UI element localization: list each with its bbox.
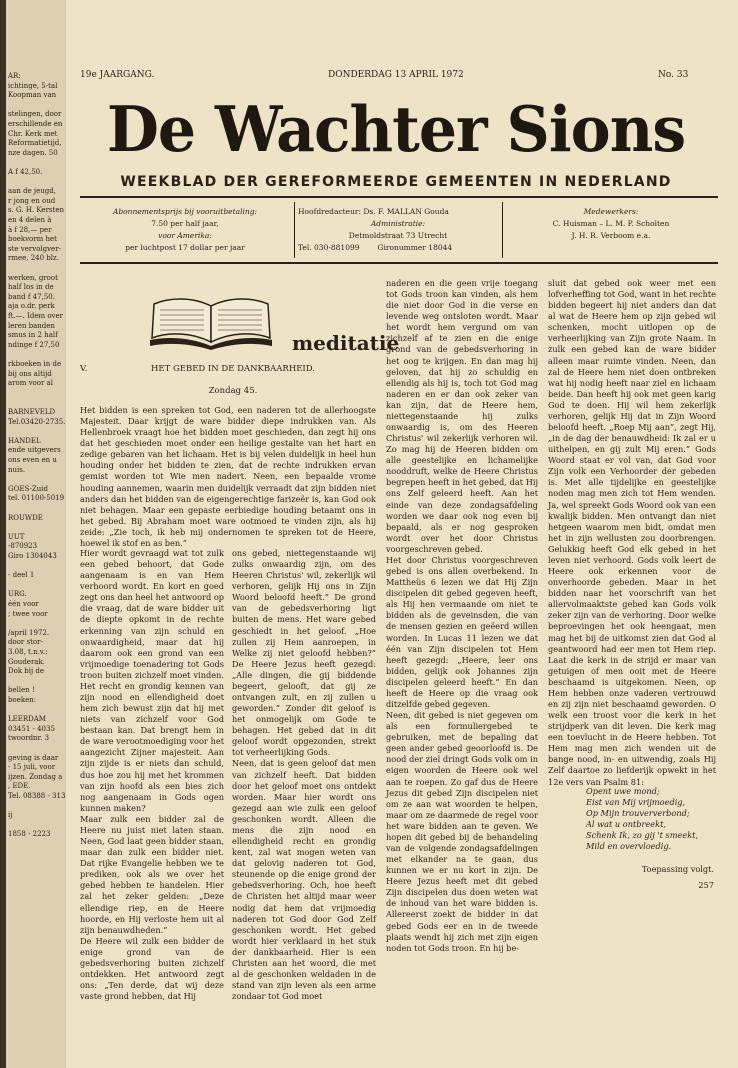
gutter-line: 03451 - 4035 bbox=[8, 724, 55, 733]
gutter-line: r jong en oud bbox=[8, 196, 56, 205]
gutter-line: BARNEVELD bbox=[8, 408, 56, 416]
gutter-line: geving is daar bbox=[8, 753, 59, 762]
gutter-line: Dok bij de bbox=[8, 667, 45, 676]
gutter-line: één voor bbox=[8, 600, 39, 608]
gutter-line: AR: bbox=[8, 72, 21, 80]
editor-box bbox=[298, 206, 498, 256]
gutter-line: - deel 1 bbox=[8, 571, 35, 580]
psalm-line: Eist van Mij vrijmoedig, bbox=[586, 797, 686, 808]
gutter-line: door stor- bbox=[8, 638, 43, 647]
subscription-box bbox=[82, 206, 288, 256]
gutter-line: Tel.03420-2735. bbox=[8, 417, 66, 426]
psalm-line: Al wat u ontbreekt, bbox=[586, 819, 666, 830]
contributors-label: Medewerkers: bbox=[583, 207, 639, 216]
gutter-line: s. G. H. Kersten bbox=[8, 206, 64, 215]
gutter-line: ichtinge, 5-tal bbox=[8, 81, 58, 90]
article-heading: HET GEBED IN DE DANKBAARHEID. bbox=[150, 364, 316, 374]
gutter-line: LEERDAM bbox=[8, 715, 46, 724]
gutter-line: à f 28,— per bbox=[8, 225, 52, 234]
gutter-line: 1858 - 2223 bbox=[8, 830, 51, 839]
contributors-2: J. H. R. Verboom e.a. bbox=[571, 231, 651, 240]
masthead-subtitle: WEEKBLAD DER GEREFORMEERDE GEMEENTEN IN NEDERLAND bbox=[120, 174, 672, 190]
volume-label: 19e JAARGANG. bbox=[80, 70, 155, 80]
bottom-rule bbox=[80, 262, 718, 264]
gutter-line: ij bbox=[8, 811, 13, 820]
column-3-text: naderen en die geen vrije toegang tot Gods troon kan vinden, als hem die niet door God in die verse en levende weg ontsloten wordt. Maar het wordt hem vergund om van zichzelf af te zien en die enige grond van de gebedsverhoring in het oog te krijgen. En dan mag hij geloven, dat hij zo schuldig en ellendig als hij is, toch tot God mag naderen en er dan ook zeker van kan zijn, dat de Heere hem, niettegenstaande hij zulks onwaardig is, om des Heeren Christus' wil zekerlijk verhoren wil. Zo mag hij de Heeren bidden om alle geestelijke en lichamelijke nooddruft, welke de Heere Christus begrepen heeft in het gebed, dat Hij ons Zelf geleerd heeft. Aan het einde van deze zondagsafdeling worden we daar ook nog even bij bepaald, als er nog gesproken wordt over het door Christus voorgeschreven gebed. Het door Christus voorgeschreven gebed is ons allen overbekend. In Mattheüs 6 lezen we dat Hij Zijn discipelen dit gebed gegeven heeft, als Hij hen vermaande om niet te bidden als de geveinsden, die van de mensen gezien en geëerd willen worden. In Lucas 11 lezen we dat één van Zijn discipelen tot Hem heeft gezegd: „Heere, leer ons bidden, gelijk ook Johannes zijn discipelen geleerd heeft.” En dan heeft de Heere op die vraag ook ditzelfde gebed gegeven. Neen, dit gebed is niet gegeven om als een formuliergebed te gebruiken, met de bepaling dat geen ander gebed geoorloofd is. De nood der ziel dringt Gods volk om in eigen woorden de Heere ook wel aan te roepen. Zo gaf dus de Heere Jezus dit gebed Zijn discipelen niet om ze aan wat woorden te helpen, maar om ze daarmede de regel voor het ware bidden aan te geven. We hopen dit gebed bij de behandeling van de volgende zondagsafdelingen met elkander na te gaan, dus kunnen we er nu kort in zijn. De Heere Jezus heeft met dit gebed Zijn discipelen dus doen weten wat de inhoud van het ware bidden is. Allereerst zoekt de bidder in dat gebed Gods eer en in de tweede plaats wendt hij zich met zijn eigen noden tot Gods troon. En hij be- bbox=[386, 278, 538, 953]
issue-date: DONDERDAG 13 APRIL 1972 bbox=[328, 70, 464, 80]
gutter-line: bij ons altijd bbox=[8, 369, 52, 378]
subscription-label: Abonnementsprijs bij vooruitbetaling: bbox=[112, 207, 258, 216]
page-number: 257 bbox=[698, 880, 714, 890]
column-1-text: Hier wordt gevraagd wat tot zulk een gebed behoort, dat Gode aangenaam is en van Hem verhoord wordt. En kort en goed zegt ons dan heel het antwoord op die vraag, dat de ware bidder uit de diepte opkomt in de rechte erkenning van zijn schuld en onwaardigheid, maar dat hij daarom ook een grond van een vrijmoedige toenadering tot Gods troon buiten zichzelf moet vinden. Het recht en grondig kennen van zijn nood en ellendigheid doet hem zich bewust zijn dat hij met niets van zichzelf voor God bestaan kan. Dat brengt hem in de ware verootmoediging voor het aangezicht Zijner majesteit. Aan zijn zijde is er niets dan schuld, dus hoe zou hij met het krommen van zijn hoofd als een bies zich nog aangenaam in Gods ogen kunnen maken? Maar zulk een bidder zal de Heere nu juist niet laten staan. Neen, God laat geen bidder staan, maar dan zulk een bidder niet. Dat rijke Evangelie hebben we te prediken, ook als we over het gebed hebben te handelen. Hier zal het zeker gelden: „Deze ellendige riep, en de Heere hoorde, en Hij verloste hem uit al zijn benauwdheden.” De Heere wil zulk een bidder de enige grond van de gebedsverhoring buiten zichzelf ontdekken. Het antwoord zegt ons: „Ten derde, dat wij deze vaste grond hebben, dat Hij bbox=[80, 548, 224, 1002]
gutter-line: boeken: bbox=[8, 696, 37, 704]
gutter-line: /april 1972. bbox=[8, 628, 50, 637]
gutter-line: GOES-Zuid bbox=[8, 484, 48, 493]
info-divider-1 bbox=[294, 202, 295, 258]
contributors-box bbox=[506, 206, 716, 256]
newspaper-page bbox=[66, 0, 738, 1068]
phone: Tel. 030-881099 bbox=[298, 243, 360, 252]
giro: Gironummer 18044 bbox=[377, 243, 453, 252]
gutter-line: twoordnr. 3 bbox=[8, 734, 50, 743]
gutter-line: boekvorm het bbox=[8, 235, 57, 244]
gutter-line: bellen ! bbox=[8, 686, 35, 695]
gutter-line: 3.08, t.n.v.: bbox=[8, 648, 48, 656]
gutter-line: nze dagen. 50 bbox=[8, 148, 58, 157]
article-numeral: V. bbox=[80, 364, 88, 374]
column-2-text: ons gebed, niettegenstaande wij zulks onwaardig zijn, om des Heeren Christus' wil, zekerlijk wil verhoren, gelijk Hij ons in Zijn Woord beloofd heeft.” De grond van de gebedsverhoring ligt buiten de mens. Het ware gebed geschiedt in het geloof. „Hoe zullen zij Hem aanroepen, in Welke zij niet geloofd hebben?” De Heere Jezus heeft gezegd: „Alle dingen, die gij biddende begeert, gelooft, dat gij ze ontvangen zult, en zij zullen u geworden.” Zonder dit geloof is het onmogelijk om Gode te behagen. Het gebed dat in dit geloof wordt opgezonden, strekt tot verheerlijking Gods. Neen, dat is geen geloof dat men van zichzelf heeft. Dat bidden door het geloof moet ons ontdekt worden. Maar hier wordt ons gezegd aan wie zulk een geloof geschonken wordt. Alleen die mens die zijn nood en ellendigheid recht en grondig kent, zal wat mogen weten van dat gelovig naderen tot God, steunende op die enige grond der gebedsverhoring. Och, hoe heeft de Christen het altijd maar weer nodig dat hem dat vrijmoedig naderen tot God door God Zelf geschonken wordt. Het gebed wordt hier verklaard in het stuk der dankbaarheid. Hier is een Christen aan het woord, die met al de geschonken weldaden in de stand van zijn leven als een arme zondaar tot God moet bbox=[232, 548, 376, 1002]
gutter-line: ndinge f 27,50 bbox=[8, 340, 60, 349]
gutter-line: -870923 bbox=[8, 542, 38, 551]
psalm-verse bbox=[586, 786, 716, 852]
gutter-line: ijzen. Zondag a bbox=[8, 772, 63, 781]
book-spine bbox=[0, 0, 6, 1068]
closing-note: Toepassing volgt. bbox=[641, 864, 714, 874]
gutter-line: rkboeken in de bbox=[8, 360, 62, 368]
gutter-line: URG. bbox=[8, 590, 27, 599]
price-nl: 7.50 per half jaar, bbox=[151, 219, 219, 228]
info-divider-2 bbox=[502, 202, 503, 258]
editor-line: Hoofdredacteur: Ds. F. MALLAN Gouda bbox=[298, 207, 449, 216]
gutter-line: ft.—. Idem over bbox=[8, 312, 63, 320]
article-column-2 bbox=[232, 548, 376, 1002]
gutter-line: werken, groot bbox=[8, 273, 58, 282]
gutter-line: Reformatietijd, bbox=[8, 139, 62, 148]
gutter-line: tel. 01100-5019 bbox=[8, 494, 65, 503]
psalm-line: Opent uwe mond; bbox=[586, 786, 660, 796]
masthead-title: De Wachter Sions bbox=[106, 93, 686, 167]
gutter-line: UUT bbox=[8, 532, 25, 541]
article-intro: Het bidden is een spreken tot God, een naderen tot de allerhoogste Majesteit. Daar krijgt de ware bidder diepe indrukken van. Als Hellenbroek vraagt hoe het bidden moet geschieden, dan zegt hij ons dat het geschieden moet onder een heilige gestalte van het hart en zedige gebaren van het lichaam. Het is bij velen duidelijk in heel hun houding onder het bidden te zien, dat de rechte indrukken ervan gemist worden tot Wie men nadert. Neen, een bepaalde vrome houding aannemen, waarin men duidelijk verraadt dat zijn bidden niet anders dan het bidden van de eigengerechtige farizeër is, kan God ook niet behagen. Maar een gepaste eerbiedige houding betaamt ons in het gebed. Bij Abraham moet ware ootmoed te vinden zijn, als hij zeide: „Zie toch, ik heb mij ondernomen te spreken tot de Heere, hoewel ik stof en as ben.” bbox=[80, 405, 376, 548]
psalm-line: Schenk Ik, zo gij 't smeekt, bbox=[586, 830, 699, 841]
gutter-line: Koopman van bbox=[8, 91, 57, 100]
gutter-line: band f 47,50. bbox=[8, 292, 55, 301]
admin-address: Detmoldstraat 73 Utrecht bbox=[348, 231, 448, 240]
gutter-line: Chr. Kerk met bbox=[8, 129, 58, 138]
gutter-line: aja o.dr. perk bbox=[8, 302, 55, 311]
price-us-label: voor Amerika: bbox=[158, 231, 212, 240]
gutter-line: ; twee voor bbox=[8, 609, 48, 618]
article-column-3 bbox=[386, 278, 538, 954]
gutter-line: en 4 delen à bbox=[8, 216, 52, 224]
gutter-line: Gouderak. bbox=[8, 657, 45, 666]
gutter-line: rmee, 240 blz. bbox=[8, 254, 59, 263]
article-column-4 bbox=[548, 278, 716, 788]
gutter-line: ons even en u bbox=[8, 456, 57, 464]
article-sunday: Zondag 45. bbox=[208, 386, 258, 396]
psalm-line: Mild en overvloedig. bbox=[586, 841, 672, 852]
contributors-1: C. Huisman – L. M. P. Scholten bbox=[552, 219, 670, 228]
gutter-line: arom voor al bbox=[8, 379, 53, 388]
gutter-line: ende uitgevers bbox=[8, 446, 61, 455]
gutter-line: erschillende en bbox=[8, 120, 63, 128]
gutter-line: ROUWDE bbox=[8, 513, 43, 522]
top-rule bbox=[80, 196, 718, 198]
gutter-line: smus in 2 half bbox=[8, 331, 58, 340]
gutter-line: , EDE. bbox=[8, 782, 31, 791]
gutter-line: Tel. 08388 - 313 bbox=[8, 792, 66, 800]
article-column-1 bbox=[80, 548, 224, 1002]
gutter-line: stelingen, door bbox=[8, 110, 62, 119]
section-title: meditatie bbox=[292, 331, 400, 355]
issue-number: No. 33 bbox=[658, 70, 689, 80]
admin-label: Administratie: bbox=[370, 219, 426, 228]
gutter-line: half los in de bbox=[8, 283, 54, 292]
gutter-line: A f 42,50. bbox=[8, 168, 43, 176]
gutter-line: HANDEL bbox=[8, 436, 41, 445]
price-us: per luchtpost 17 dollar per jaar bbox=[125, 243, 245, 252]
gutter-line: leren banden bbox=[8, 321, 55, 330]
gutter-line: nuis. bbox=[8, 465, 26, 474]
previous-page-gutter bbox=[0, 0, 67, 1068]
gutter-line: Giro 1304043 bbox=[8, 552, 57, 560]
psalm-line: Op Mijn trouververbond; bbox=[586, 808, 690, 819]
open-bible-icon bbox=[146, 292, 276, 352]
gutter-line: - 15 juli, voor bbox=[8, 763, 56, 772]
gutter-line: ste vervolgver- bbox=[8, 244, 61, 253]
column-4-text: sluit dat gebed ook weer met een lofverheffing tot God, want in het rechte bidden begeert hij niet anders dan dat al wat de Heere hem op zijn gebed wil schenken, mocht uitlopen op de verheerlijking van Zijn grote Naam. In zulk een gebed kan de ware bidder alleen maar ruimte vinden. Neen, dan zal de Heere hem niet doen ontbreken wat hij nodig heeft naar ziel en lichaam beide. Dan heeft hij ook met geen karig God te doen. Hij wil hem zekerlijk verhoren, gelijk Hij dat in Zijn Woord beloofd heeft. „Roep Mij aan”, zegt Hij, „in de dag der benauwdheid: Ik zal er u uithelpen, en gij zult Mij eren.” Gods Woord staat er vol van, dat God voor Zijn volk een Verhoorder der gebeden is. Met alle tijdelijke en geestelijke noden mag men zich tot Hem wenden. Ja, wel spreekt Gods Woord ook van een kwalijk bidden. Men ontvangt dan niet hetgeen waarom men bidt, omdat men het in zijn wellusten zou doorbrengen. Gelukkig heeft God elk gebed in het leven niet verhoord. Gods volk leert de Heere ook erkennen voor de onverhoorde gebeden. Maar in het bidden naar het voorschrift van het allervolmaaktste gebed kan Gods volk zeker zijn van de verhoring. Door welke beproevingen het ook heengaat, men mag het bij de uitkomst zien dat God al geantwoord had eer men tot Hem riep. Laat die kerk in de strijd er maar van getuigen of men ooit met de Heere beschaamd is uitgekomen. Neen, op Hem hebben onze vaderen vertrouwd en zij zijn niet beschaamd geworden. O welk een troost voor die kerk in het strijdperk van dit leven. Die kerk mag een toevlucht in de Heere hebben. Tot Hem mag men zich wenden uit de bange nood, in- en uitwendig, zoals Hij Zelf daartoe zo liefderijk opwekt in het 12e vers van Psalm 81: bbox=[548, 278, 716, 787]
gutter-line: aan de jeugd, bbox=[8, 187, 56, 196]
